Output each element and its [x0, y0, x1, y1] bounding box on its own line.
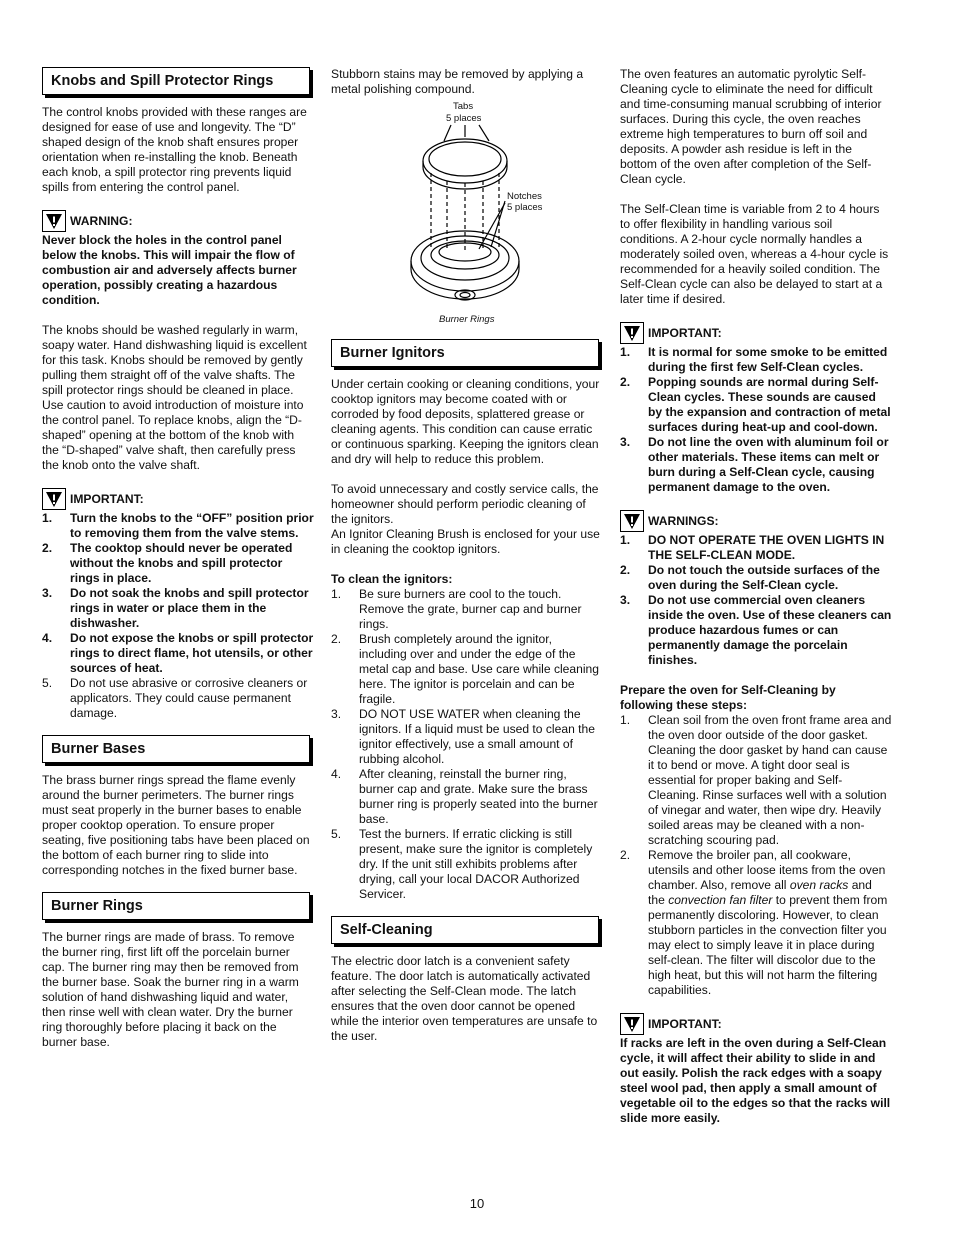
- service-text: To avoid unnecessary and costly service calls, the homeowner should perform periodic cleaning of the ignitors.: [331, 482, 599, 526]
- list-item: 3. Do not soak the knobs and spill protector rings in water or place them in the dishwasher.: [42, 586, 309, 630]
- list-item: 5. Do not use abrasive or corrosive cleaners or applicators. They could cause permanent damage.: [42, 676, 308, 720]
- list-item: 3. DO NOT USE WATER when cleaning the ignitors. If a liquid must be used to clean the ignitor effectively, use a small amount of rubbing alcohol.: [331, 707, 595, 766]
- burner-bases-text: The brass burner rings spread the flame evenly around the burner perimeters. The burner rings must seat properly in the burner bases to enable proper cooktop operation. To ensure proper seating, five positioning tabs have been placed on the bottom of each burner ring to slide into corresponding notches in the fixed burner base.: [42, 773, 310, 877]
- important-alert: [42, 488, 314, 510]
- warning-alert: [42, 210, 314, 232]
- notches-label: Notches: [507, 191, 542, 202]
- burner-rings-figure: [331, 101, 603, 325]
- page-number: 10: [469, 1196, 485, 1211]
- warning-triangle-icon: [620, 1013, 644, 1035]
- pyrolytic-text: The oven features an automatic pyrolytic Self-Cleaning cycle to eliminate the need for difficult and time-consuming manual scrubbing of interior surfaces. During this cycle, the oven reaches extreme high temperatures to burn off soil and deposits. A powder ash residue is left in the bottom of the oven after completion of the Self-Clean cycle.: [620, 67, 882, 186]
- knobs-intro: The control knobs provided with these ranges are designed for ease of use and longevity. The “D” shaped design of the knob shaft ensures proper orientation when re-installing the knob. Beneath each knob, a spill protector ring prevents liquid spills from entering the control panel.: [42, 105, 307, 194]
- wash-text: The knobs should be washed regularly in warm, soapy water. Hand dishwashing liquid is excellent for this task. Knobs should be removed by gently pulling them straight off of the valve shafts. The spill protector rings should be cleaned in place. Use caution to avoid introduction of moisture into the control panel. To replace knobs, align the “D-shaped” opening at the bottom of the knob with the “D-shaped” valve shaft, then carefully press the knob onto the valve shaft.: [42, 323, 307, 472]
- tabs-label: Tabs: [453, 101, 474, 112]
- important-label: IMPORTANT:: [648, 1016, 722, 1031]
- clean-heading: To clean the ignitors:: [331, 572, 453, 586]
- list-item: 4. After cleaning, reinstall the burner ring, burner cap and grate. Make sure the brass burner ring is properly seated into the burner base.: [331, 767, 598, 826]
- important-alert: [620, 322, 892, 344]
- list-item: 2. Do not touch the outside surfaces of the oven during the Self-Clean cycle.: [620, 563, 880, 592]
- list-item: 1. DO NOT OPERATE THE OVEN LIGHTS IN THE SELF-CLEAN MODE.: [620, 533, 885, 562]
- notches-places-label: 5 places: [507, 202, 543, 213]
- stains-text: Stubborn stains may be removed by applying a metal polishing compound.: [331, 67, 584, 96]
- list-item: 3. Do not use commercial oven cleaners inside the oven. Use of these cleaners can produce hazardous fumes or can permanently damage the porcelain finishes.: [620, 593, 892, 667]
- column-1: [42, 67, 314, 1050]
- burner-ignitors-heading: Burner Ignitors: [331, 339, 599, 367]
- important-list: [620, 345, 892, 495]
- clean-steps: [331, 587, 603, 902]
- important-label: IMPORTANT:: [70, 491, 144, 506]
- warnings-list: [620, 533, 892, 668]
- warnings-alert: [620, 510, 892, 532]
- list-item: 4. Do not expose the knobs or spill protector rings to direct flame, hot utensils, or other sources of heat.: [42, 631, 314, 675]
- warning-label: WARNING:: [70, 213, 133, 228]
- warnings-label: WARNINGS:: [648, 513, 719, 528]
- list-item: 1. Be sure burners are cool to the touch. Remove the grate, burner cap and burner rings.: [331, 587, 582, 631]
- prepare-steps: [620, 713, 892, 998]
- important-alert-2: [620, 1013, 892, 1035]
- brush-text: An Ignitor Cleaning Brush is enclosed for your use in cleaning the cooktop ignitors.: [331, 527, 600, 556]
- important-label: IMPORTANT:: [648, 325, 722, 340]
- ignitors-text: Under certain cooking or cleaning conditions, your cooktop ignitors may become coated with or corroded by food deposits, splattered grease or cleaning agents. This condition can cause erratic or continuous sparking. Keeping the ignitors clean and dry will help to reduce this problem.: [331, 377, 600, 466]
- burner-rings-heading: Burner Rings: [42, 892, 310, 920]
- list-item: 1. Turn the knobs to the “OFF” position prior to removing them from the valve stems.: [42, 511, 314, 540]
- column-3: [620, 67, 892, 1126]
- list-item: 2. Remove the broiler pan, all cookware, utensils and other loose items from the oven chamber. Also, remove all oven racks and the convection fan filter to prevent them from permanently discoloring. However, to clean stubborn particles in the convection filter you may elect to simply leave it in place during self-clean. The filter will discolor due to the high heat, but this will not harm the filtering capabilities.: [620, 848, 888, 997]
- list-item: 5. Test the burners. If erratic clicking is still present, make sure the ignitor is completely dry. If the unit still exhibits problems after drying, call your local DACOR Authorized Servicer.: [331, 827, 593, 901]
- warning-triangle-icon: [42, 488, 66, 510]
- important-list: [42, 511, 314, 721]
- warning-text: Never block the holes in the control panel below the knobs. This will impair the flow of combustion air and adversely affects burner operation, possibly creating a hazardous condition.: [42, 233, 297, 307]
- warning-triangle-icon: [620, 322, 644, 344]
- list-item: 3. Do not line the oven with aluminum foil or other materials. These items can melt or burn during a Self-Clean cycle, causing permanent damage to the oven.: [620, 435, 889, 494]
- self-cleaning-heading: Self-Cleaning: [331, 916, 599, 944]
- list-item: 2. Brush completely around the ignitor, including over and under the edge of the metal cap and base. Use care while cleaning here. The ignitor is porcelain and can be fragile.: [331, 632, 599, 706]
- burner-rings-text: The burner rings are made of brass. To remove the burner ring, first lift off the porcelain burner cap. The burner ring may then be removed from the burner base. Soak the burner ring in a warm solution of hand dishwashing liquid and water, then rinse well with clean water. Dry the burner ring thoroughly before placing it back on the burner base.: [42, 930, 299, 1049]
- burner-bases-heading: Burner Bases: [42, 735, 310, 763]
- prepare-heading: Prepare the oven for Self-Cleaning by following these steps:: [620, 683, 836, 712]
- tabs-places-label: 5 places: [446, 113, 482, 124]
- warning-triangle-icon: [42, 210, 66, 232]
- list-item: 1. It is normal for some smoke to be emitted during the first few Self-Clean cycles.: [620, 345, 888, 374]
- list-item: 2. Popping sounds are normal during Self-Clean cycles. These sounds are caused by the expansion and contraction of metal surfaces during heat-up and cool-down.: [620, 375, 891, 434]
- knobs-heading: Knobs and Spill Protector Rings: [42, 67, 310, 95]
- racks-important-text: If racks are left in the oven during a Self-Clean cycle, it will affect their ability to slide in and out easily. Polish the rack edges with a soapy steel wool pad, then apply a small amount of vegetable oil to the edges so that the racks will slide more easily.: [620, 1036, 891, 1125]
- self-cleaning-text: The electric door latch is a convenient safety feature. The door latch is automatically activated after selecting the Self-Clean mode. The latch ensures that the oven door cannot be opened while the interior oven temperatures are unsafe to the user.: [331, 954, 598, 1043]
- figure-caption: Burner Rings: [439, 314, 495, 325]
- list-item: 2. The cooktop should never be operated without the knobs and spill protector rings in place.: [42, 541, 293, 585]
- self-clean-time-text: The Self-Clean time is variable from 2 to 4 hours to offer flexibility in handling various soil conditions. A 2-hour cycle normally handles a moderately soiled oven, whereas a 4-hour cycle is recommended for a heavily soiled condition. The Self-Clean cycle can also be delayed to start at a later time if desired.: [620, 202, 889, 306]
- list-item: 1. Clean soil from the oven front frame area and the oven door outside of the door gasket. Cleaning the door gasket by hand can cause it to bend or move. A tight door seal is essential for proper baking and Self-Cleaning. Rinse surfaces well with a solution of vinegar and water, then wipe dry. Heavily soiled areas may be cleaned with a non-scratching scouring pad.: [620, 713, 892, 847]
- burner-ring-diagram: [331, 101, 603, 311]
- warning-triangle-icon: [620, 510, 644, 532]
- column-2: [331, 67, 603, 1044]
